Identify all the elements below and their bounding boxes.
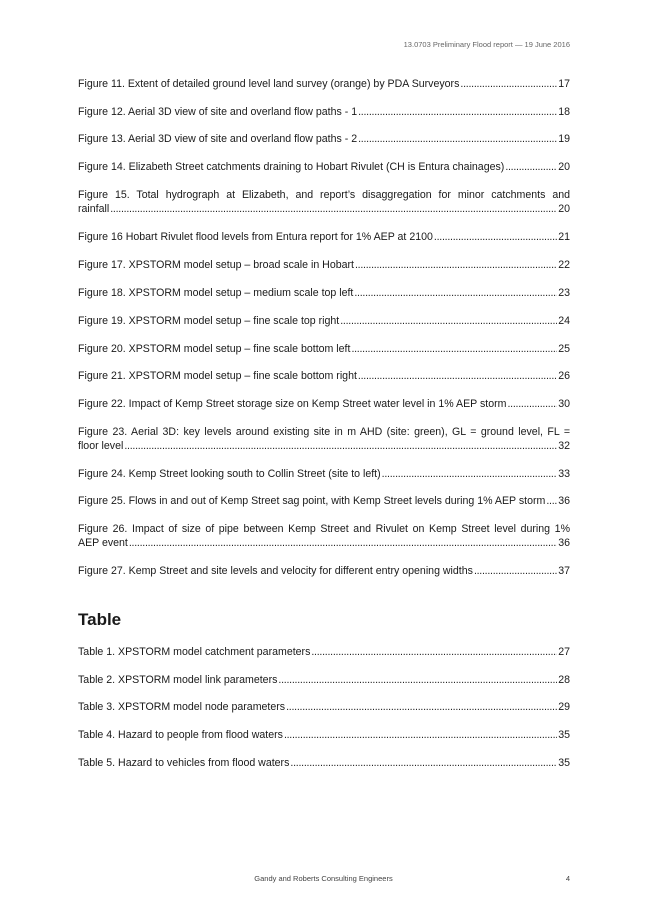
entry-page: 17	[558, 78, 570, 90]
toc-entry-figure-12[interactable]	[78, 105, 570, 119]
dot-leader	[124, 439, 557, 453]
entry-first-line: Figure 26. Impact of size of pipe between Kemp Street and Rivulet on Kemp Street level during 1%	[78, 523, 570, 535]
dot-leader	[351, 342, 557, 356]
entry-page: 24	[558, 315, 570, 327]
entry-label: Figure 19. XPSTORM model setup – fine scale top right	[78, 315, 340, 327]
entry-label: Figure 22. Impact of Kemp Street storage size on Kemp Street water level in 1% AEP storm	[78, 398, 507, 410]
dot-leader	[460, 77, 557, 91]
entry-label: Figure 12. Aerial 3D view of site and overland flow paths - 1	[78, 106, 358, 118]
entry-page: 22	[558, 259, 570, 271]
toc-entry-table-3[interactable]	[78, 700, 570, 714]
entry-page: 37	[558, 565, 570, 577]
toc-entry-figure-21[interactable]	[78, 369, 570, 383]
entry-page: 28	[558, 674, 570, 686]
toc-entry-figure-23[interactable]	[78, 425, 570, 453]
toc-entry-figure-14[interactable]	[78, 160, 570, 174]
dot-leader	[505, 160, 557, 174]
dot-leader	[278, 673, 557, 687]
entry-label: Figure 16 Hobart Rivulet flood levels from Entura report for 1% AEP at 2100	[78, 231, 433, 243]
entry-page: 33	[558, 468, 570, 480]
toc-entry-figure-15[interactable]	[78, 188, 570, 216]
entry-page: 30	[558, 398, 570, 410]
entry-label: Table 1. XPSTORM model catchment parameters	[78, 646, 311, 658]
dot-leader	[507, 397, 557, 411]
toc-entry-table-4[interactable]	[78, 728, 570, 742]
entry-label: Figure 14. Elizabeth Street catchments draining to Hobart Rivulet (CH is Entura chainages)	[78, 161, 505, 173]
dot-leader	[311, 645, 557, 659]
toc-entry-figure-17[interactable]	[78, 258, 570, 272]
toc-entry-table-5[interactable]	[78, 756, 570, 770]
dot-leader	[110, 202, 557, 216]
dot-leader	[358, 132, 557, 146]
toc-entry-figure-11[interactable]	[78, 77, 570, 91]
dot-leader	[290, 756, 557, 770]
entry-label: Table 4. Hazard to people from flood waters	[78, 729, 283, 741]
dot-leader	[284, 728, 557, 742]
dot-leader	[129, 536, 557, 550]
entry-label: Figure 17. XPSTORM model setup – broad scale in Hobart	[78, 259, 354, 271]
entry-label: Figure 18. XPSTORM model setup – medium scale top left	[78, 287, 354, 299]
footer-company: Gandy and Roberts Consulting Engineers	[254, 874, 393, 883]
toc-entry-figure-26[interactable]	[78, 522, 570, 550]
entry-page: 26	[558, 370, 570, 382]
toc-entry-figure-27[interactable]	[78, 564, 570, 578]
dot-leader	[382, 467, 558, 481]
toc-entry-figure-25[interactable]	[78, 494, 570, 508]
entry-page: 23	[558, 287, 570, 299]
dot-leader	[354, 286, 557, 300]
toc-entry-figure-16[interactable]	[78, 230, 570, 244]
entry-label: Figure 21. XPSTORM model setup – fine scale bottom right	[78, 370, 357, 382]
entry-page: 29	[558, 701, 570, 713]
entry-page: 18	[558, 106, 570, 118]
toc-entry-figure-13[interactable]	[78, 132, 570, 146]
entry-label: Figure 11. Extent of detailed ground level land survey (orange) by PDA Surveyors	[78, 78, 460, 90]
toc-entry-table-1[interactable]	[78, 645, 570, 659]
dot-leader	[358, 369, 557, 383]
dot-leader	[355, 258, 557, 272]
toc-entry-figure-24[interactable]	[78, 467, 570, 481]
entry-label: Table 5. Hazard to vehicles from flood waters	[78, 757, 290, 769]
dot-leader	[340, 314, 557, 328]
toc-entry-figure-20[interactable]	[78, 342, 570, 356]
entry-label: rainfall	[78, 203, 110, 215]
entry-label: Figure 24. Kemp Street looking south to Collin Street (site to left)	[78, 468, 381, 480]
entry-label: Table 3. XPSTORM model node parameters	[78, 701, 286, 713]
entry-page: 20	[558, 203, 570, 215]
toc-entry-figure-18[interactable]	[78, 286, 570, 300]
entry-first-line: Figure 15. Total hydrograph at Elizabeth, and report’s disaggregation for minor catchments and	[78, 189, 570, 201]
dot-leader	[546, 494, 557, 508]
toc-entry-table-2[interactable]	[78, 673, 570, 687]
entry-label: Figure 25. Flows in and out of Kemp Street sag point, with Kemp Street levels during 1% AEP storm	[78, 495, 546, 507]
entry-page: 36	[558, 537, 570, 549]
table-section-heading: Table	[78, 610, 122, 629]
dot-leader	[358, 105, 557, 119]
entry-page: 27	[558, 646, 570, 658]
entry-page: 20	[558, 161, 570, 173]
footer-page-number: 4	[565, 874, 570, 883]
entry-page: 36	[558, 495, 570, 507]
entry-label: floor level	[78, 440, 124, 452]
dot-leader	[474, 564, 557, 578]
entry-page: 21	[558, 231, 570, 243]
entry-label: AEP event	[78, 537, 128, 549]
entry-label: Figure 20. XPSTORM model setup – fine scale bottom left	[78, 343, 351, 355]
entry-page: 35	[558, 757, 570, 769]
dot-leader	[286, 700, 557, 714]
entry-page: 35	[558, 729, 570, 741]
toc-entry-figure-19[interactable]	[78, 314, 570, 328]
dot-leader	[434, 230, 557, 244]
entry-first-line: Figure 23. Aerial 3D: key levels around existing site in m AHD (site: green), GL = ground level, FL =	[78, 426, 570, 438]
entry-label: Figure 13. Aerial 3D view of site and overland flow paths - 2	[78, 133, 358, 145]
entry-page: 25	[558, 343, 570, 355]
running-header: 13.0703 Preliminary Flood report — 19 June 2016	[403, 40, 570, 49]
entry-label: Figure 27. Kemp Street and site levels and velocity for different entry opening widths	[78, 565, 473, 577]
entry-label: Table 2. XPSTORM model link parameters	[78, 674, 278, 686]
toc-entry-figure-22[interactable]	[78, 397, 570, 411]
entry-page: 32	[558, 440, 570, 452]
entry-page: 19	[558, 133, 570, 145]
